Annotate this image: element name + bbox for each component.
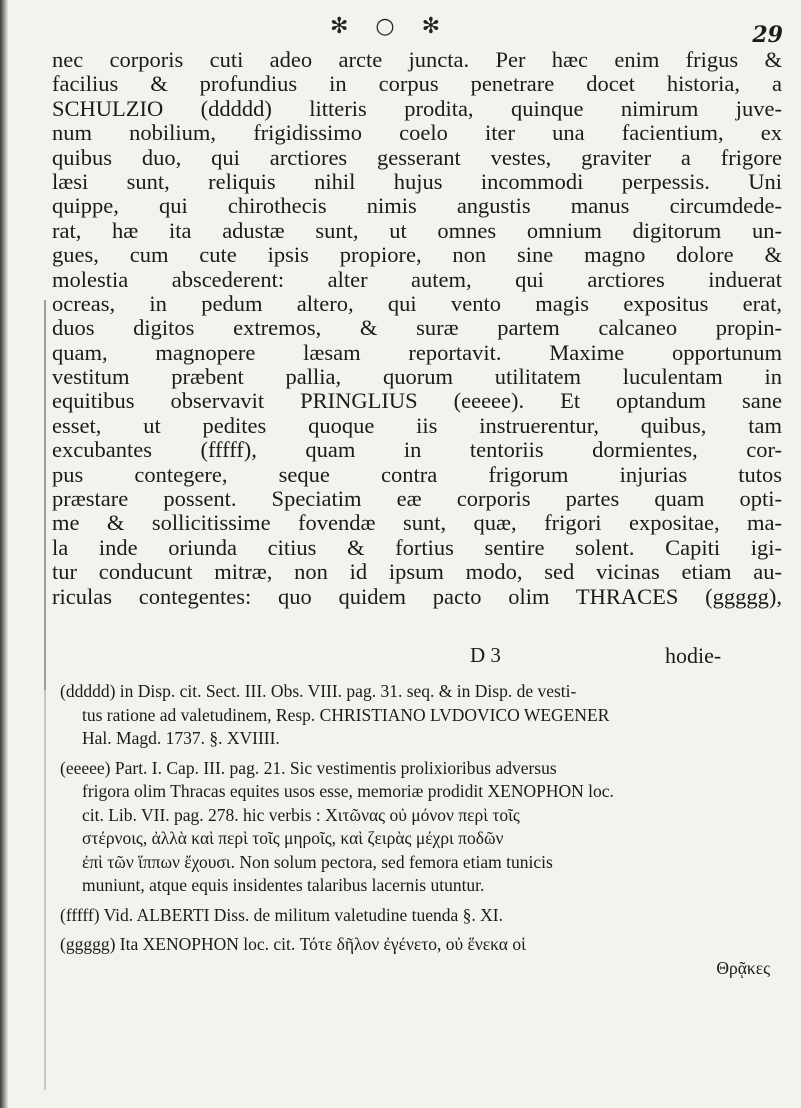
- footnote-line: Hal. Magd. 1737. §. XVIIII.: [82, 728, 280, 748]
- text-line: læsi sunt, reliquis nihil hujus incommodi perpessis. Uni: [52, 169, 782, 194]
- text-line: SCHULZIO (ddddd) litteris prodita, quinque nimirum juve-: [52, 96, 782, 121]
- text-line: excubantes (fffff), quam in tentoriis dormientes, cor-: [52, 438, 782, 463]
- text-line: la inde oriunda citius & fortius sentire solent. Capiti igi-: [52, 535, 782, 560]
- footnote-line: cit. Lib. VII. pag. 278. hic verbis : Χιτῶνας οὐ μόνον περὶ τοῖς: [82, 804, 520, 825]
- text-line: quibus duo, qui arctiores gesserant vestes, graviter a frigore: [52, 145, 782, 170]
- signature-mark: D 3: [470, 643, 501, 667]
- text-line: vestitum præbent pallia, quorum utilitatem luculentam in: [52, 365, 782, 390]
- footnote-line: στέρνοις, ἀλλὰ καὶ περὶ τοῖς μηροῖς, καὶ ζειρὰς μέχρι ποδῶν: [82, 828, 504, 848]
- footnotes: [60, 680, 780, 986]
- text-line: nec corporis cuti adeo arcte juncta. Per hæc enim frigus &: [52, 48, 782, 72]
- footnote-line: ἐπὶ τῶν ἵππων ἔχουσι. Non solum pectora, sed femora etiam tunicis: [82, 851, 553, 872]
- margin-rule: [44, 300, 46, 690]
- footnote-line: (ggggg) Ita XENOPHON loc. cit. Τότε δῆλον ἐγένετο, οὐ ἕνεκα οἱ: [60, 934, 526, 954]
- margin-rule-lower: [44, 690, 46, 1090]
- text-line: facilius & profundius in corpus penetrare docet historia, a: [52, 72, 782, 97]
- text-line: tur conducunt mitræ, non id ipsum modo, sed vicinas etiam au-: [52, 560, 782, 585]
- footnote-fffff: [60, 904, 780, 928]
- text-line: quippe, qui chirothecis nimis angustis manus circumdede-: [52, 194, 782, 219]
- text-line: ocreas, in pedum altero, qui vento magis expositus erat,: [52, 291, 782, 316]
- footnote-eeeee: [60, 757, 780, 898]
- footnote-line: (eeeee) Part. I. Cap. III. pag. 21. Sic vestimentis prolixioribus adversus: [60, 757, 557, 778]
- text-line: equitibus observavit PRINGLIUS (eeeee). Et optandum sane: [52, 389, 782, 414]
- footnote-line: muniunt, atque equis insidentes talaribus lacernis utuntur.: [82, 875, 485, 895]
- page-number: 29: [752, 22, 783, 48]
- footnote-ddddd: [60, 680, 780, 751]
- catchword: hodie-: [665, 643, 722, 668]
- text-line: me & sollicitissime fovendæ sunt, quæ, frigori expositae, ma-: [52, 511, 782, 536]
- footnote-line: Θρᾷκες: [716, 957, 770, 978]
- text-line: num nobilium, frigidissimo coelo iter una facientium, ex: [52, 121, 782, 146]
- text-line: præstare possent. Speciatim eæ corporis partes quam opti-: [52, 487, 782, 512]
- text-line: pus contegere, seque contra frigorum injurias tutos: [52, 462, 782, 487]
- footnote-line: tus ratione ad valetudinem, Resp. CHRISTIANO LVDOVICO WEGENER: [82, 704, 610, 725]
- header-ornament: ✻ ○ ✻: [330, 14, 451, 39]
- text-line: riculas contegentes: quo quidem pacto olim THRACES (ggggg),: [52, 584, 782, 609]
- footnote-line: (fffff) Vid. ALBERTI Diss. de militum valetudine tuenda §. XI.: [60, 904, 503, 925]
- footnote-ggggg: [60, 933, 780, 980]
- page-header: [0, 8, 801, 48]
- text-line: gues, cum cute ipsis propiore, non sine magno dolore &: [52, 243, 782, 268]
- main-text: [52, 48, 782, 609]
- text-line: rat, hæ ita adustæ sunt, ut omnes omnium digitorum un-: [52, 218, 782, 243]
- text-line: molestia abscederent: alter autem, qui arctiores induerat: [52, 267, 782, 292]
- text-line: duos digitos extremos, & suræ partem calcaneo propin-: [52, 316, 782, 341]
- footnote-line: (ddddd) in Disp. cit. Sect. III. Obs. VIII. pag. 31. seq. & in Disp. de vesti-: [60, 681, 577, 701]
- text-line: esset, ut pedites quoque iis instruerentur, quibus, tam: [52, 413, 782, 438]
- footnote-line: frigora olim Thracas equites usos esse, memoriæ prodidit XENOPHON loc.: [82, 781, 614, 801]
- text-line: quam, magnopere læsam reportavit. Maxime opportunum: [52, 340, 782, 365]
- page-gutter-shadow: [0, 0, 8, 1108]
